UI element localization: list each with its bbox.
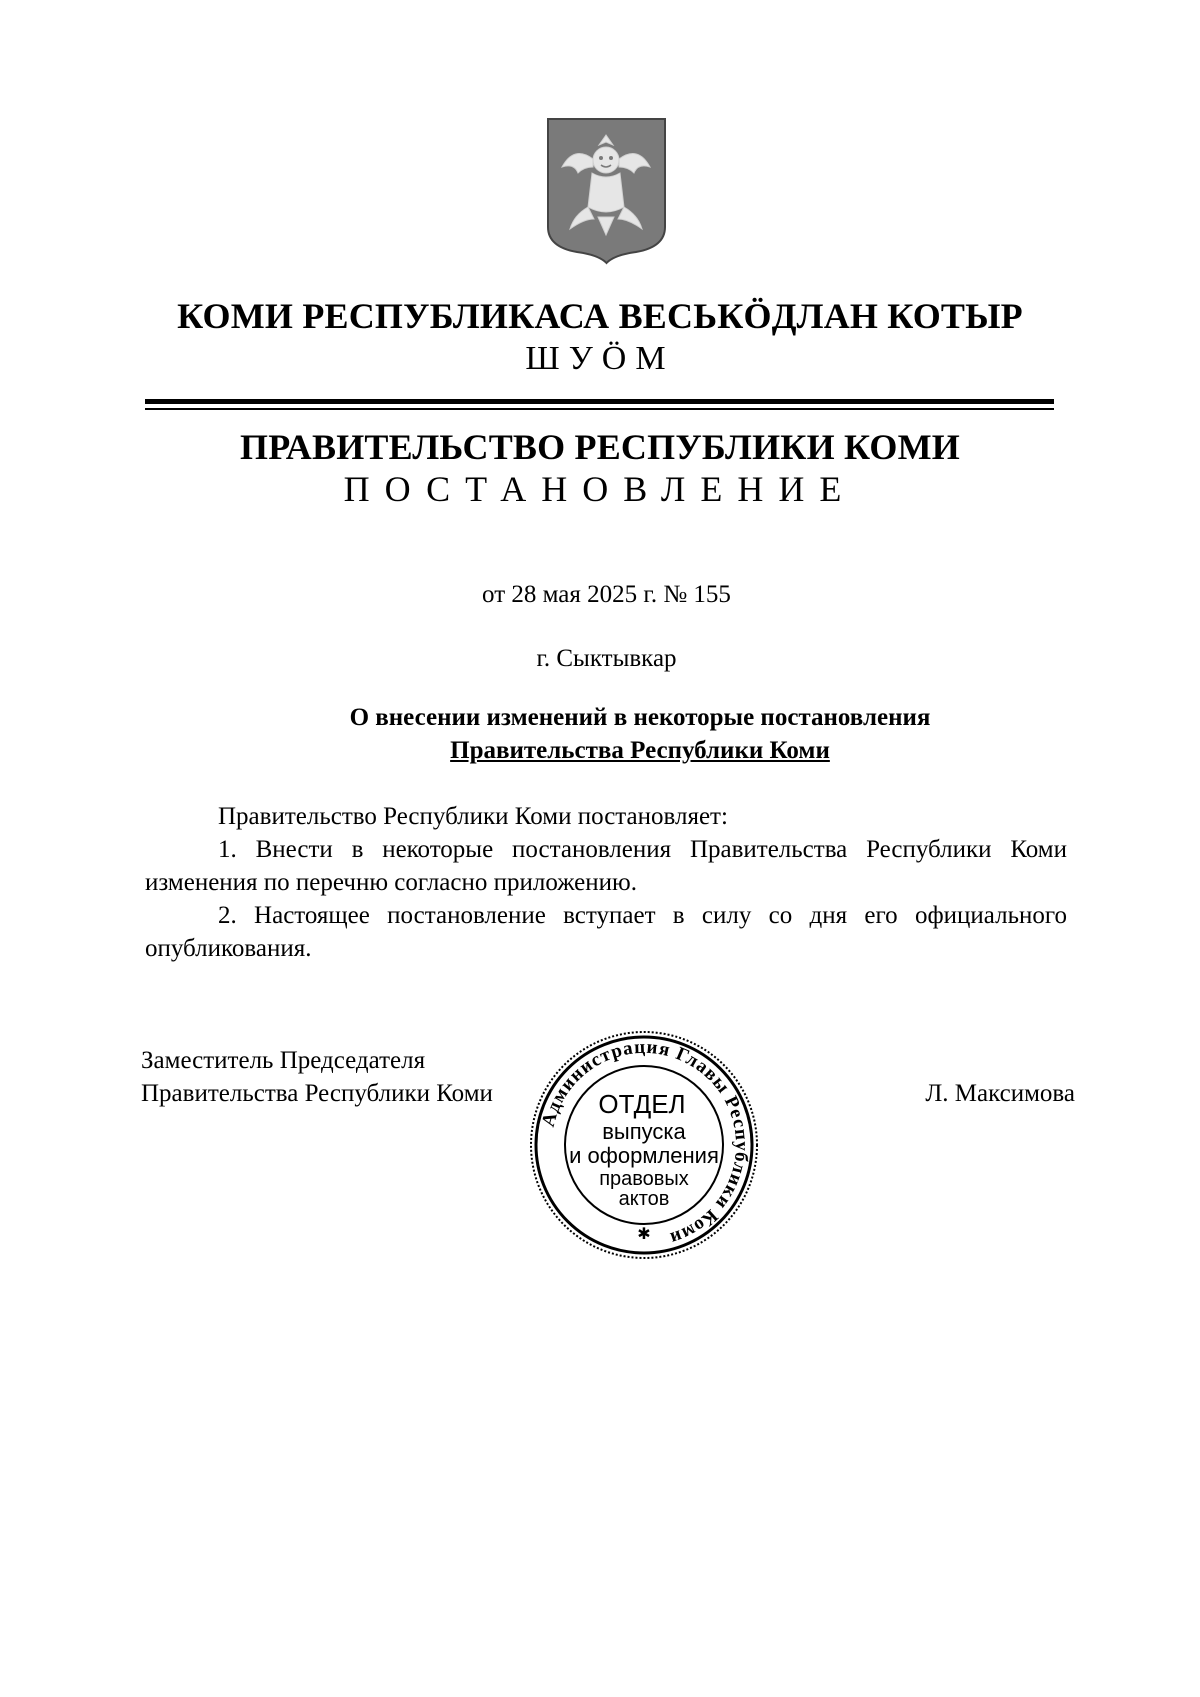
city-line: г. Сыктывкар <box>536 645 677 672</box>
document-title <box>300 701 980 767</box>
stamp-line-2: выпуска <box>602 1119 686 1144</box>
stamp-line-4: правовых <box>599 1168 689 1190</box>
komi-title: КОМИ РЕСПУБЛИКАСА ВЕСЬКӦДЛАН КОТЫР <box>177 296 1023 336</box>
signatory-position <box>141 1044 493 1110</box>
official-stamp <box>524 1025 764 1265</box>
komi-subtitle: ШУӦМ <box>525 340 675 377</box>
header-divider-thick <box>145 399 1054 404</box>
document-title-line1: О внесении изменений в некоторые постановления <box>349 704 931 731</box>
coat-of-arms-icon <box>544 115 669 265</box>
signatory-name: Л. Максимова <box>925 1080 1075 1107</box>
stamp-line-3: и оформления <box>569 1143 719 1168</box>
stamp-star-icon: ✱ <box>637 1226 651 1243</box>
date-number-line: от 28 мая 2025 г. № 155 <box>482 581 731 608</box>
document-title-line2: Правительства Республики Коми <box>450 737 830 764</box>
government-title: ПРАВИТЕЛЬСТВО РЕСПУБЛИКИ КОМИ <box>240 427 960 467</box>
item-1-paragraph: 1. Внести в некоторые постановления Правительства Республики Коми изменения по перечню согласно приложению. <box>145 836 1067 896</box>
stamp-ring-text: Администрация Главы Республики Коми <box>537 1036 753 1250</box>
signatory-position-line2: Правительства Республики Коми <box>141 1080 493 1107</box>
document-body <box>145 800 1067 965</box>
document-type: ПОСТАНОВЛЕНИЕ <box>343 469 857 509</box>
signatory-position-line1: Заместитель Председателя <box>141 1047 426 1074</box>
item-2-paragraph: 2. Настоящее постановление вступает в силу со дня его официального опубликования. <box>145 902 1067 962</box>
stamp-line-5: актов <box>618 1188 670 1210</box>
stamp-line-1: ОТДЕЛ <box>598 1089 686 1119</box>
header-divider-thin <box>145 408 1054 410</box>
intro-paragraph: Правительство Республики Коми постановляет: <box>218 803 728 830</box>
